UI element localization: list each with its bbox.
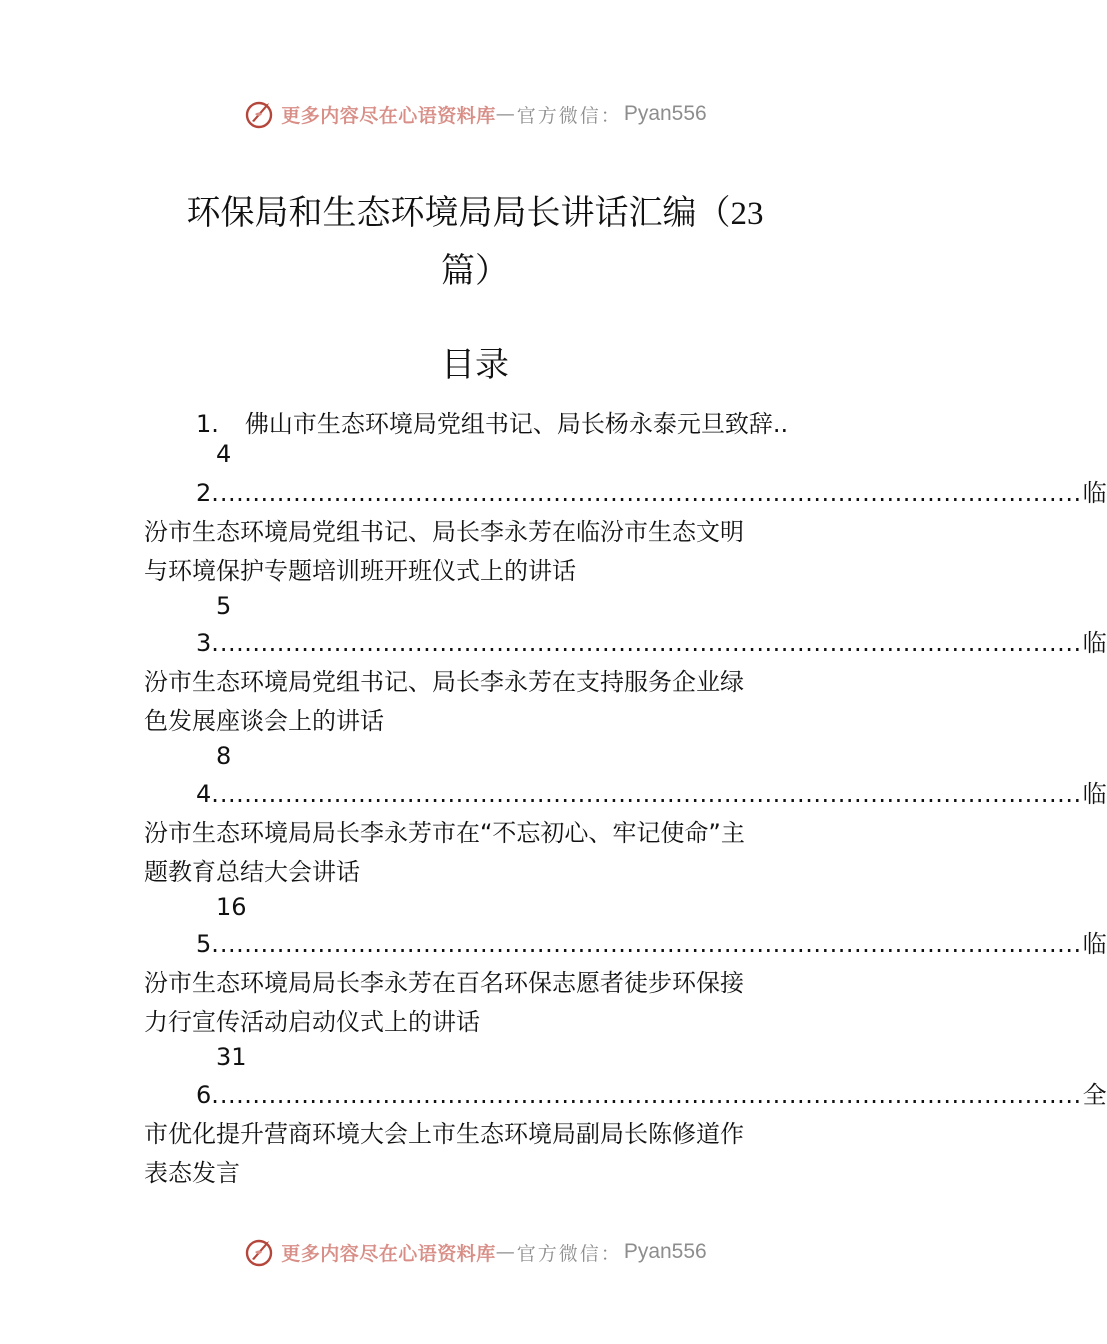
toc-title-line: 表态发言 [144,1159,240,1187]
toc-title-start: 临 [1082,629,1107,657]
toc-title-line: 汾市生态环境局局长李永芳在百名环保志愿者徒步环保接 [144,969,744,997]
document-title-line2 [0,249,950,293]
quill-logo-icon [243,98,275,130]
footer-banner [0,1232,950,1272]
banner-text: 更多内容尽在心语资料库 [281,104,496,127]
title-end: 篇） [441,251,509,291]
toc-entry-6[interactable] [196,1080,1107,1110]
banner-wechat-id: Pyan556 [623,1240,707,1263]
toc-title-start: 临 [1082,930,1107,958]
toc-title-start: 全 [1082,1081,1107,1109]
toc-title-line: 汾市生态环境局党组书记、局长李永芳在临汾市生态文明 [144,518,744,546]
toc-title-line: 市优化提升营商环境大会上市生态环境局副局长陈修道作 [144,1120,744,1148]
toc-leader-dots: .......................................................................................................... [219,629,1082,657]
toc-title-start: 临 [1082,479,1107,507]
toc-leader-dots: .......................................................................................................... [219,1081,1082,1109]
toc-leader-dots: .......................................................................................................... [219,780,1082,808]
toc-entry-2[interactable] [196,478,1107,508]
toc-title-start: 临 [1082,780,1107,808]
toc-title: 佛山市生态环境局党组书记、局长杨永泰元旦致辞.. [244,410,789,438]
toc-entry-4[interactable] [196,779,1107,809]
banner-wechat-label: 官方微信： [516,104,622,127]
title-main: 环保局和生态环境局局长讲话汇编（ [186,193,731,233]
banner-dash: — [495,103,517,125]
toc-title-line: 色发展座谈会上的讲话 [144,707,384,735]
toc-number: 6. [196,1081,219,1109]
banner-text: 更多内容尽在心语资料库 [281,1242,496,1265]
banner-wechat-id: Pyan556 [623,102,707,125]
toc-page: 31 [216,1043,247,1071]
toc-title-line: 题教育总结大会讲话 [144,858,360,886]
toc-title-line: 与环境保护专题培训班开班仪式上的讲话 [144,557,576,585]
toc-number: 5. [196,930,219,958]
toc-entry-1[interactable] [196,409,788,439]
toc-heading: 目录 [441,345,509,385]
toc-leader-dots: .......................................................................................................... [219,479,1082,507]
toc-entry-3[interactable] [196,628,1107,658]
toc-entry-5[interactable] [196,929,1107,959]
toc-page: 4 [216,440,232,468]
toc-title-line: 汾市生态环境局党组书记、局长李永芳在支持服务企业绿 [144,668,744,696]
toc-page: 5 [216,592,232,620]
toc-number: 1. [196,410,219,438]
document-title-line1 [0,191,950,236]
toc-page: 8 [216,742,232,770]
banner-dash: — [495,1241,517,1263]
title-count: 23 [730,196,764,232]
toc-number: 3. [196,629,219,657]
toc-number: 4. [196,780,219,808]
toc-page: 16 [216,893,247,921]
toc-title-line: 力行宣传活动启动仪式上的讲话 [144,1008,480,1036]
banner-wechat-label: 官方微信： [516,1242,622,1265]
toc-title-line: 汾市生态环境局局长李永芳市在“不忘初心、牢记使命”主 [144,819,745,847]
header-banner [0,94,950,134]
toc-leader-dots: .......................................................................................................... [219,930,1082,958]
toc-number: 2. [196,479,219,507]
quill-logo-icon [243,1236,275,1268]
